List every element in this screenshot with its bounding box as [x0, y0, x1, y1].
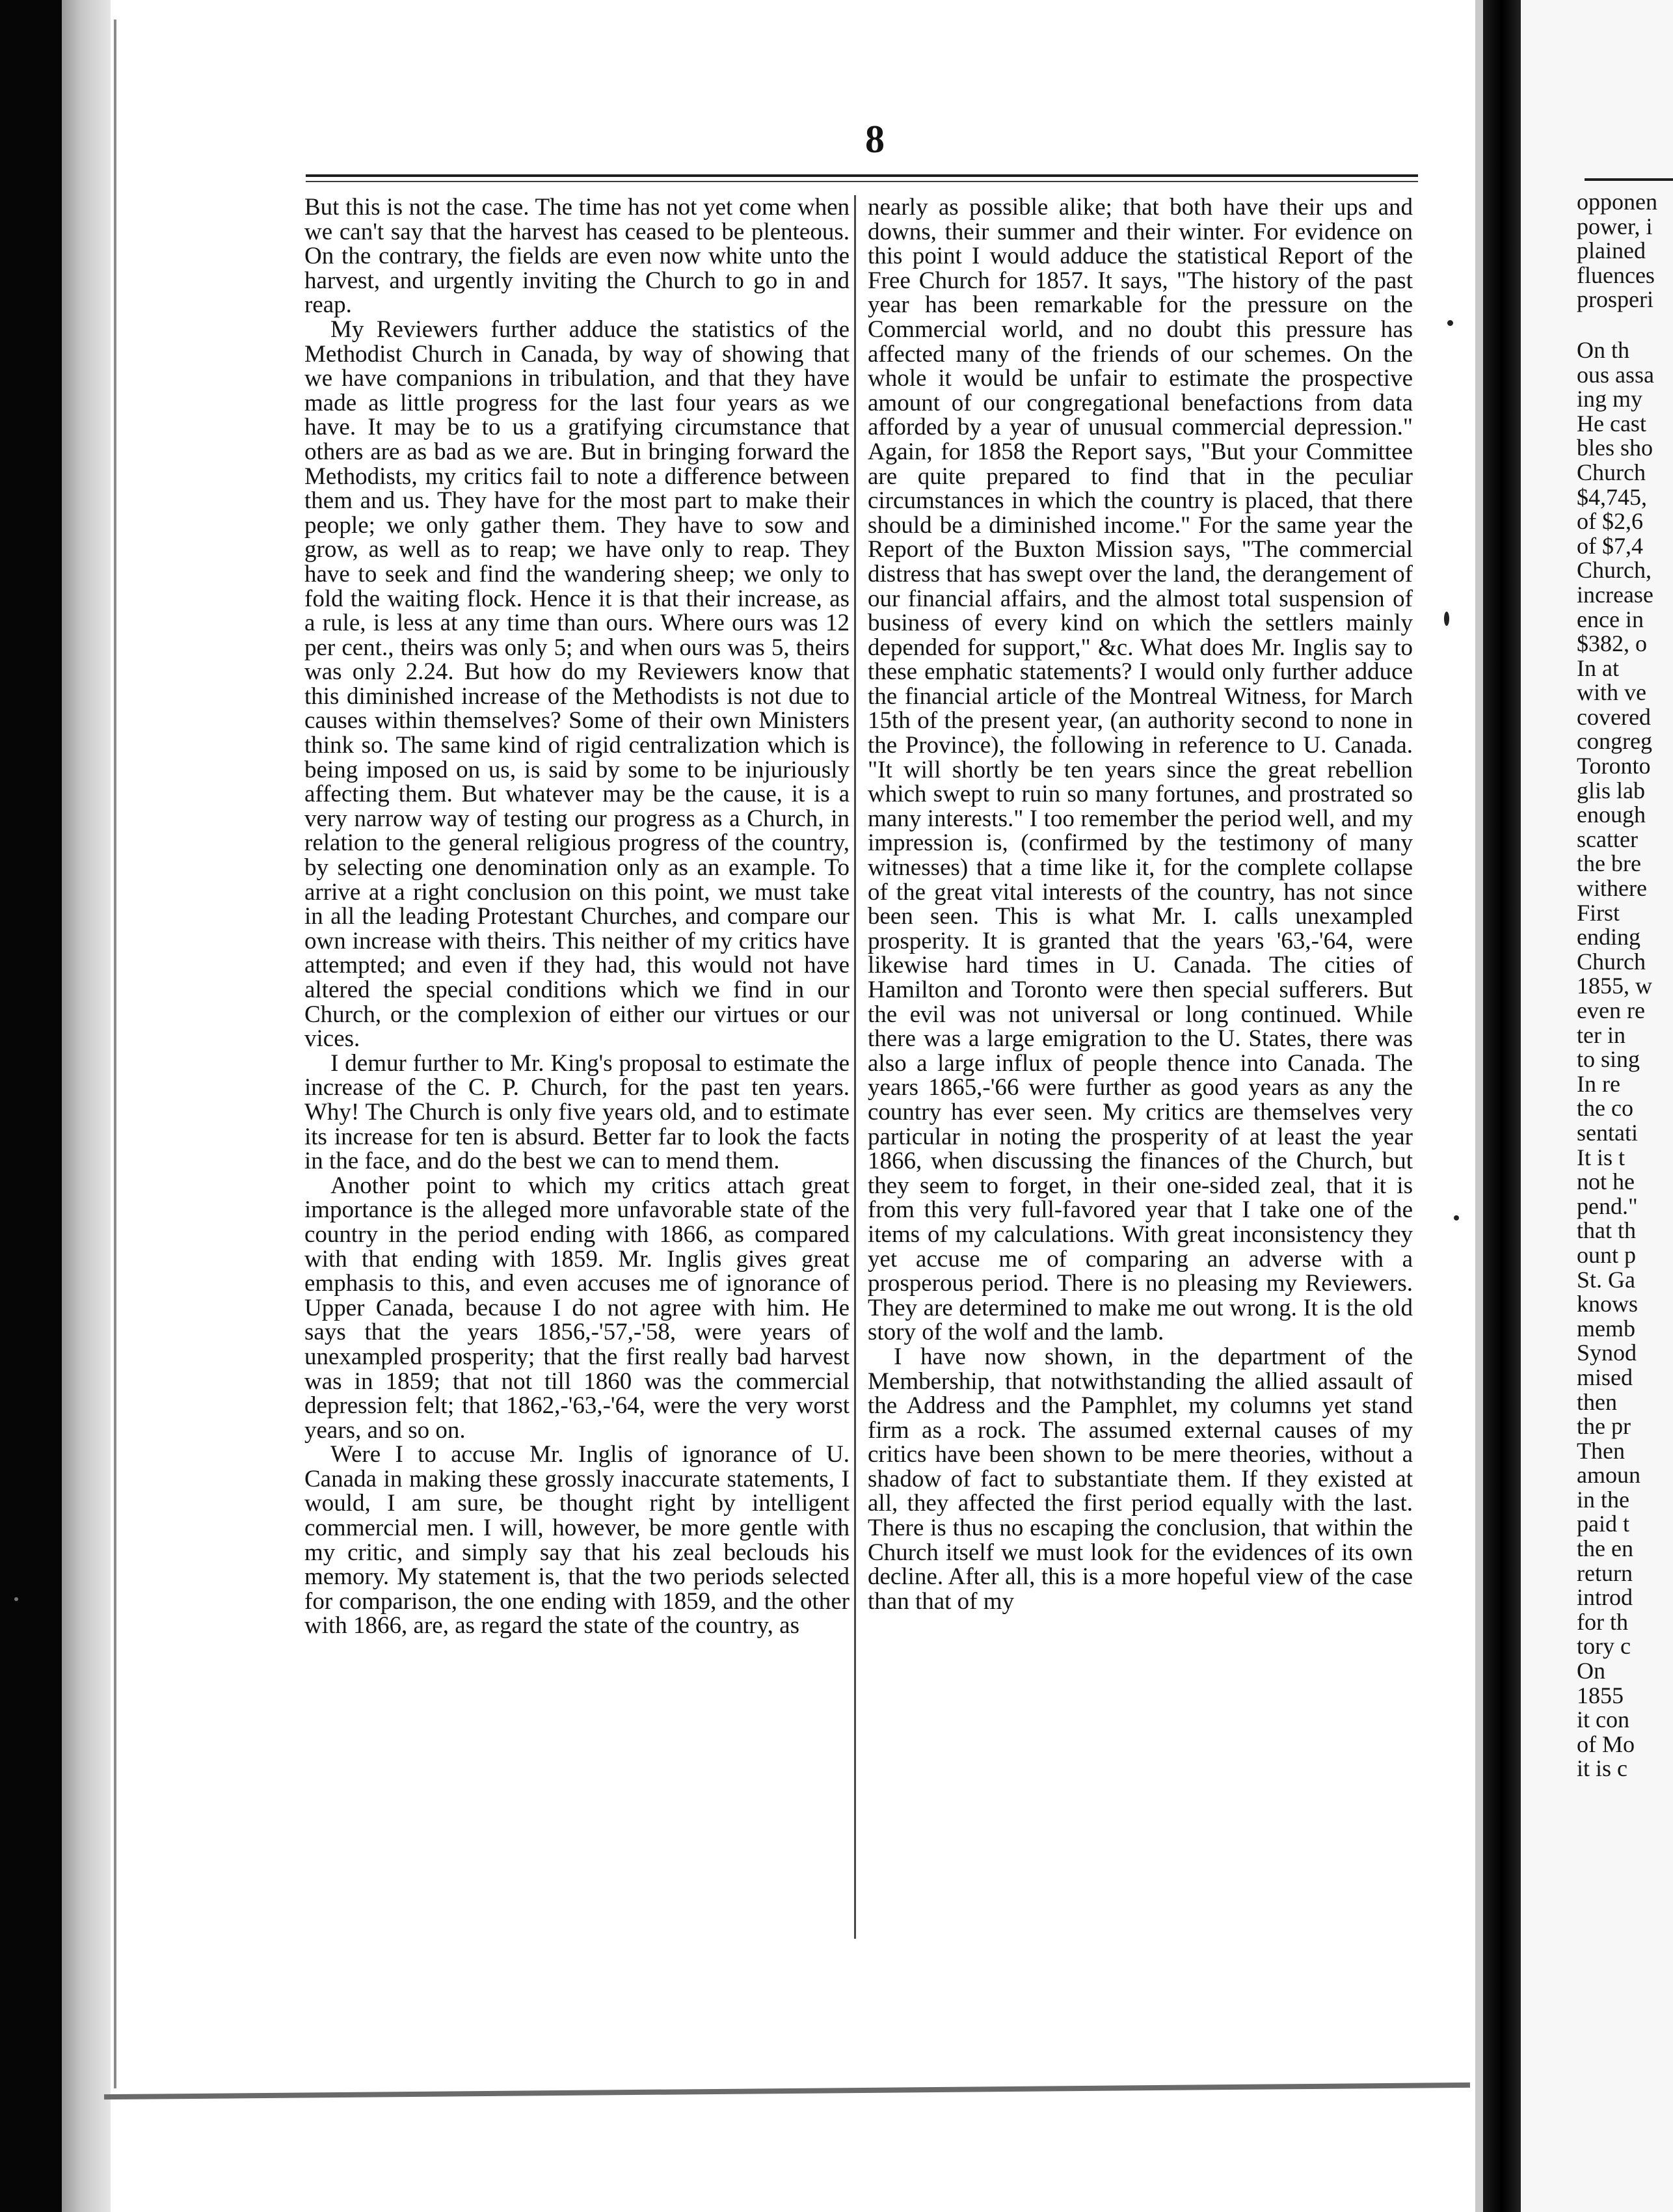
fragment-line: Toronto	[1577, 753, 1651, 779]
right-paragraph: nearly as possible alike; that both have their ups and downs, their summer and their winter. For evidence on this point I would adduce the statistical Report of the Free Church for 1857. It says, "The history of the past year has been remarkable for the pressure on the Commercial world, and no doubt this pressure has affected many of the friends of our schemes. On the whole it would be unfair to estimate the prospective amount of our congregational benefactions from data afforded by a year of unusual commercial depression." Again, for 1858 the Report says, "But your Committee are quite prepared to find that in the peculiar circumstances in which the country is placed, that there should be a diminished income." For the same year the Report of the Buxton Mission says, "The commercial distress that has swept over the land, the derangement of our financial affairs, and the almost total suspension of business of every kind on which the settlers mainly depended for support," &c. What does Mr. Inglis say to these emphatic statements? I would only further adduce the financial article of the Montreal Witness, for March 15th of the present year, (an authority second to none in the Province), the following in reference to U. Canada. "It will shortly be ten years since the great rebellion which swept to ruin so many fortunes, and prostrated so many interests." I too remember the period well, and my impression is, (confirmed by the testimony of many witnesses) that a time like it, for the complete collapse of the great vital interests of the country, has not since been seen. This is what Mr. I. calls unexampled prosperity. It is granted that the years '63,-'64, were likewise hard times in U. Canada. The cities of Hamilton and Toronto were then special sufferers. But the evil was not universal or long continued. While there was a large emigration to the U. States, there was also a large influx of people thence into Canada. The years 1865,-'66 were further as good years as any the country has ever seen. My critics are themselves very particular in noting the prosperity of at least the year 1866, when discussing the finances of the Church, but they seem to forget, in their one-sided zeal, that it is from this very full-favored year that I take one of the items of my calculations. With great inconsistency they yet accuse me of comparing an adverse with a prosperous period. There is no pleasing my Reviewers. They are determined to make me out wrong. It is the old story of the wolf and the lamb.	[868, 194, 1413, 1346]
page-right-border	[1475, 0, 1483, 2212]
fragment-line: Then	[1577, 1437, 1625, 1464]
fragment-line: prosperi	[1577, 286, 1653, 313]
fragment-line: 1855	[1577, 1682, 1624, 1708]
left-paragraph: But this is not the case. The time has not yet come when we can't say that the harvest has ceased to be plenteous. On the contrary, the fields are even now white unto the harvest, and urgently inviting the Church to go in and reap.	[304, 194, 850, 319]
fragment-line: bles sho	[1577, 435, 1653, 461]
ink-speck	[1444, 612, 1449, 626]
binding-shadow	[0, 0, 62, 2212]
fragment-line: then	[1577, 1388, 1617, 1415]
fragment-line: increase	[1577, 581, 1653, 608]
fragment-line: opponen	[1577, 189, 1657, 215]
header-rule-thin	[306, 181, 1418, 182]
fragment-line: congreg	[1577, 728, 1652, 755]
fragment-line: return	[1577, 1559, 1633, 1586]
fragment-line: power, i	[1577, 213, 1653, 239]
fragment-line: ending	[1577, 924, 1640, 951]
fragment-line: Church,	[1577, 557, 1652, 584]
fragment-line: pend."	[1577, 1193, 1638, 1219]
fragment-line: sentati	[1577, 1119, 1638, 1146]
fragment-line: covered	[1577, 703, 1651, 730]
fragment-line: On th	[1577, 336, 1629, 363]
page-edge-stack	[62, 0, 111, 2212]
fragment-line: of Mo	[1577, 1731, 1635, 1757]
column-divider	[854, 195, 856, 1939]
fragment-line: the en	[1577, 1535, 1633, 1562]
fragment-line: glis lab	[1577, 777, 1645, 803]
left-paragraph: Were I to accuse Mr. Inglis of ignorance of U. Canada in making these grossly inaccurate statements, I would, I am sure, be thought right by intelligent commercial men. I will, however, be more gentle with my critic, and simply say that his zeal beclouds his memory. My statement is, that the two periods selected for comparison, the one ending with 1859, and the other with 1866, are, as regard the state of the country, as	[304, 1441, 850, 1639]
fragment-line: even re	[1577, 997, 1645, 1023]
fragment-line: ence in	[1577, 606, 1644, 632]
left-paragraph: Another point to which my critics attach great importance is the alleged more unfavorable state of the country in the period ending with 1866, as compared with that ending with 1859. Mr. Inglis gives great emphasis to this, and even accuses me of ignorance of Upper Canada, because I do not agree with him. He says that the years 1856,-'57,-'58, were years of unexampled prosperity; that the first really bad harvest was in 1859; that not till 1860 was the commercial depression felt; that 1862,-'63,-'64, were the very worst years, and so on.	[304, 1172, 850, 1444]
left-paragraph: I demur further to Mr. King's proposal to estimate the increase of the C. P. Church, for the past ten years. Why! The Church is only five years old, and to estimate its increase for ten is absurd. Better far to look the facts in the face, and do the best we can to mend them.	[304, 1049, 850, 1175]
next-page-header-rule	[1585, 178, 1673, 181]
fragment-line: ount p	[1577, 1241, 1637, 1268]
fragment-line: ing my	[1577, 386, 1643, 412]
ink-speck	[1454, 1215, 1459, 1221]
fragment-line: amoun	[1577, 1462, 1640, 1489]
fragment-line: scatter	[1577, 826, 1638, 852]
fragment-line: tory c	[1577, 1633, 1631, 1660]
fragment-line: that th	[1577, 1217, 1636, 1244]
header-rule	[306, 174, 1418, 177]
page-left-border	[114, 20, 116, 2088]
fragment-line: Synod	[1577, 1340, 1637, 1366]
fragment-line: On	[1577, 1658, 1605, 1684]
fragment-line: for th	[1577, 1608, 1628, 1635]
fragment-line: of $2,6	[1577, 508, 1643, 535]
fragment-line: Church	[1577, 459, 1646, 485]
fragment-line: mised	[1577, 1364, 1633, 1390]
fragment-line: It is t	[1577, 1144, 1626, 1170]
fragment-line: not he	[1577, 1168, 1635, 1195]
page-number: 8	[865, 118, 885, 161]
fragment-line: with ve	[1577, 679, 1646, 706]
book-gutter	[1483, 0, 1521, 2212]
fragment-line: In at	[1577, 654, 1619, 681]
fragment-line: $4,745,	[1577, 483, 1647, 510]
fragment-line: Church	[1577, 948, 1646, 975]
fragment-line: fluences	[1577, 262, 1655, 288]
fragment-line: the bre	[1577, 850, 1641, 877]
fragment-line: In re	[1577, 1070, 1620, 1097]
right-column	[868, 195, 1413, 1952]
fragment-line: the co	[1577, 1095, 1633, 1122]
fragment-line: plained	[1577, 237, 1646, 264]
next-page-text-fragment	[1577, 190, 1673, 1781]
fragment-line: 1855, w	[1577, 973, 1652, 999]
fragment-line: of $7,4	[1577, 532, 1643, 559]
fragment-line: knows	[1577, 1291, 1639, 1317]
fragment-line: $382, o	[1577, 630, 1647, 657]
fragment-line: in the	[1577, 1486, 1629, 1513]
fragment-line: enough	[1577, 802, 1646, 828]
fragment-line: memb	[1577, 1315, 1635, 1342]
fragment-line: St. Ga	[1577, 1266, 1635, 1293]
fragment-line: paid t	[1577, 1511, 1629, 1537]
ink-speck	[14, 1597, 18, 1601]
ink-speck	[1447, 320, 1453, 326]
left-column	[304, 195, 850, 1952]
left-paragraph: My Reviewers further adduce the statistics of the Methodist Church in Canada, by way of showing that we have companions in tribulation, and that they have made as little progress for the last four years as we have. It may be to us a gratifying circumstance that others are as bad as we are. But in bringing forward the Methodists, my critics fail to note a difference between them and us. They have for the most part to make their people; we only gather them. They have to sow and grow, as well as to reap; we have only to reap. They have to seek and find the wandering sheep; we only to fold the waiting flock. Hence it is that their increase, as a rule, is less at any time than ours. Where ours was 12 per cent., theirs was only 5; and when ours was 5, theirs was only 2.24. But how do my Reviewers know that this diminished increase of the Methodists is not due to causes within themselves? Some of their own Ministers think so. The same kind of rigid centralization which is being imposed on us, is said by some to be injuriously affecting them. But whatever may be the cause, it is a very narrow way of testing our progress as a Church, in relation to the general religious progress of the country, by selecting one denomination only as an example. To arrive at a right conclusion on this point, we must take in all the leading Protestant Churches, and compare our own increase with theirs. This neither of my critics have attempted; and even if they had, this would not have altered the special conditions which we find in our Church, or the complexion of either our virtues or our vices.	[304, 316, 850, 1053]
fragment-line: introd	[1577, 1584, 1633, 1611]
fragment-line: withere	[1577, 875, 1647, 902]
fragment-line: First	[1577, 899, 1620, 926]
fragment-line: to sing	[1577, 1046, 1640, 1073]
fragment-line: it is c	[1577, 1755, 1627, 1782]
fragment-line: the pr	[1577, 1413, 1631, 1440]
fragment-line: it con	[1577, 1706, 1629, 1733]
fragment-line: He cast	[1577, 410, 1646, 437]
fragment-line: ter in	[1577, 1021, 1626, 1048]
fragment-line: ous assa	[1577, 361, 1654, 388]
right-paragraph: I have now shown, in the department of the Membership, that notwithstanding the allied assault of the Address and the Pamphlet, my columns yet stand firm as a rock. The assumed external causes of my critics have been shown to be mere theories, without a shadow of fact to substantiate them. If they existed at all, they affected the first period equally with the last. There is thus no escaping the conclusion, that within the Church itself we must look for the evidences of its own decline. After all, this is a more hopeful view of the case than that of my	[868, 1343, 1413, 1615]
